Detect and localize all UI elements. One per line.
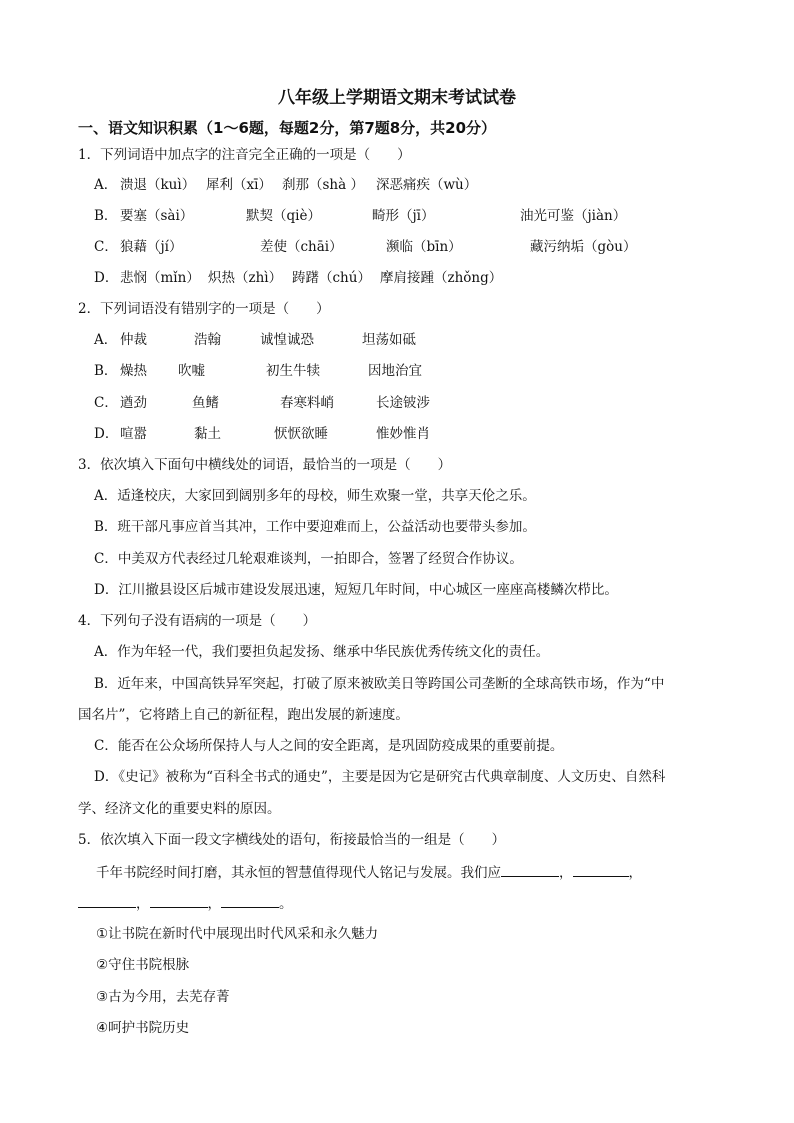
question-4-option-a[interactable]: A．作为年轻一代，我们要担负起发扬、继承中华民族优秀传统文化的责任。 [94, 644, 550, 660]
answer-blank-2[interactable] [573, 862, 629, 877]
question-5-item-3: ③古为今用，去芜存菁 [96, 989, 230, 1005]
question-1-option-b[interactable]: B． 要塞（sài） 默契（qiè） 畸形（jī） 油光可鉴（jiàn） [94, 208, 627, 224]
page-title: 八年级上学期语文期末考试试卷 [278, 88, 516, 108]
question-5-passage-line2: ， ， 。 [78, 893, 293, 914]
question-4-option-b-line2: 国名片”，它将踏上自己的新征程，跑出发展的新速度。 [78, 707, 409, 723]
question-3-option-a[interactable]: A．适逢校庆，大家回到阔别多年的母校，师生欢聚一堂，共享天伦之乐。 [94, 488, 536, 504]
question-4-option-c[interactable]: C．能否在公众场所保持人与人之间的安全距离，是巩固防疫成果的重要前提。 [94, 738, 564, 754]
question-1-stem: 1．下列词语中加点字的注音完全正确的一项是（ ） [78, 147, 411, 163]
question-4-option-b-line1[interactable]: B．近年来，中国高铁异军突起，打破了原来被欧美日等跨国公司垄断的全球高铁市场，作为“中 [94, 676, 665, 692]
passage-text: 千年书院经时间打磨，其永恒的智慧值得现代人铭记与发展。我们应 [96, 865, 501, 881]
question-1-option-c[interactable]: C． 狼藉（jí） 差使（chāi） 濒临（bīn） 藏污纳垢（gòu） [94, 239, 637, 255]
question-3-option-c[interactable]: C．中美双方代表经过几轮艰难谈判，一拍即合，签署了经贸合作协议。 [94, 551, 523, 567]
answer-blank-4[interactable] [150, 893, 208, 908]
question-2-stem: 2．下列词语没有错别字的一项是（ ） [78, 301, 330, 317]
question-5-item-1: ①让书院在新时代中展现出时代风采和永久魅力 [96, 926, 379, 942]
question-2-option-d[interactable]: D． 喧嚣 黏土 恹恹欲睡 惟妙惟肖 [94, 426, 430, 442]
question-5-item-4: ④呵护书院历史 [96, 1020, 190, 1036]
answer-blank-1[interactable] [501, 862, 559, 877]
question-3-stem: 3．依次填入下面句中横线处的词语，最恰当的一项是（ ） [78, 457, 452, 473]
question-5-stem: 5．依次填入下面一段文字横线处的语句，衔接最恰当的一组是（ ） [78, 832, 506, 848]
question-4-option-d-line1[interactable]: D．《史记》被称为“百科全书式的通史”，主要是因为它是研究古代典章制度、人文历史、自然科 [94, 769, 666, 785]
answer-blank-3[interactable] [78, 893, 136, 908]
question-4-stem: 4．下列句子没有语病的一项是（ ） [78, 613, 317, 629]
question-5-passage-line1: 千年书院经时间打磨，其永恒的智慧值得现代人铭记与发展。我们应 ， ， [96, 862, 642, 883]
question-1-option-d[interactable]: D． 悲悯（mǐn） 炽热（zhì） 踌躇（chú） 摩肩接踵（zhǒng） [94, 270, 503, 286]
question-1-option-a[interactable]: A． 溃退（kuì） 犀利（xī） 刹那（shà ） 深恶痛疾（wù） [94, 177, 478, 193]
question-4-option-d-line2: 学、经济文化的重要史料的原因。 [78, 801, 281, 817]
question-2-option-c[interactable]: C． 遒劲 鱼鳍 春寒料峭 长途铍涉 [94, 395, 430, 411]
question-2-option-a[interactable]: A． 仲裁 浩翰 诚惶诚恐 坦荡如砥 [94, 332, 416, 348]
question-5-item-2: ②守住书院根脉 [96, 957, 190, 973]
question-3-option-b[interactable]: B．班干部凡事应首当其冲，工作中要迎难而上，公益活动也要带头参加。 [94, 519, 536, 535]
question-3-option-d[interactable]: D．江川撤县设区后城市建设发展迅速，短短几年时间，中心城区一座座高楼鳞次栉比。 [94, 582, 618, 598]
answer-blank-5[interactable] [221, 893, 279, 908]
question-2-option-b[interactable]: B． 燥热 吹嘘 初生牛犊 因地治宜 [94, 363, 422, 379]
section-heading: 一、语文知识积累（1～6题，每题2分，第7题8分，共20分） [78, 119, 497, 137]
